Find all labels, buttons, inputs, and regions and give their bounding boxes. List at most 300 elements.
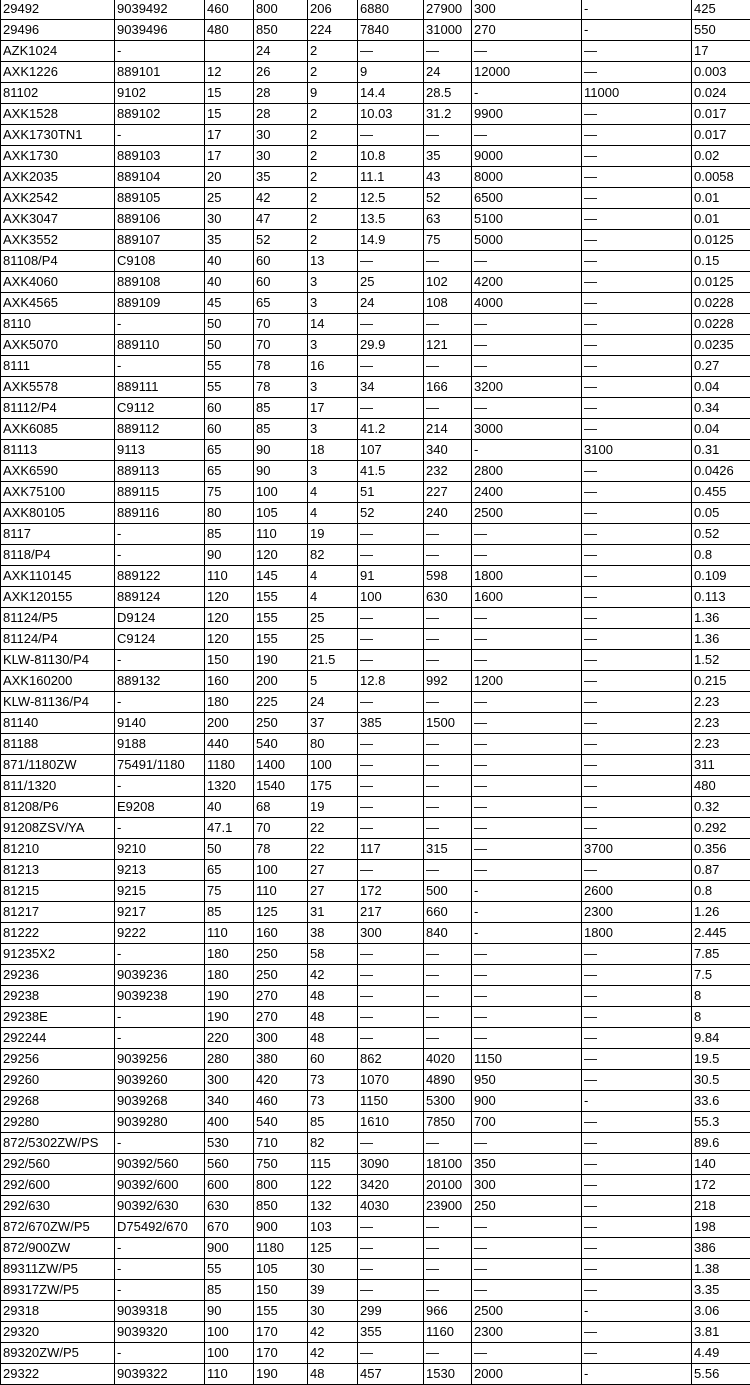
table-row [1,671,750,692]
weight-cell: 0.024 [692,83,750,104]
thickness-cell: 122 [308,1175,358,1196]
static-load-cell: 52 [424,188,472,209]
thickness-cell: 19 [308,797,358,818]
table-row [1,314,750,335]
speed-limit-alt-cell: — [582,671,692,692]
dynamic-load-cell: 9 [358,62,424,83]
code-cell: 9039318 [115,1301,205,1322]
dynamic-load-cell: 10.03 [358,104,424,125]
outer-diameter-cell: 540 [254,734,308,755]
code-cell: - [115,125,205,146]
dynamic-load-cell: 24 [358,293,424,314]
model-cell: AXK110145 [1,566,115,587]
weight-cell: 0.109 [692,566,750,587]
static-load-cell: 340 [424,440,472,461]
table-row [1,230,750,251]
outer-diameter-cell: 70 [254,818,308,839]
weight-cell: 89.6 [692,1133,750,1154]
weight-cell: 9.84 [692,1028,750,1049]
inner-diameter-cell: 110 [205,1364,254,1385]
model-cell: AXK75100 [1,482,115,503]
code-cell: 9102 [115,83,205,104]
speed-limit-cell: — [472,251,582,272]
speed-limit-cell: — [472,629,582,650]
static-load-cell: — [424,965,472,986]
inner-diameter-cell: 160 [205,671,254,692]
static-load-cell: 5300 [424,1091,472,1112]
dynamic-load-cell: — [358,1343,424,1364]
model-cell: AXK1528 [1,104,115,125]
outer-diameter-cell: 100 [254,482,308,503]
model-cell: 81208/P6 [1,797,115,818]
speed-limit-alt-cell: — [582,755,692,776]
dynamic-load-cell: 457 [358,1364,424,1385]
speed-limit-cell: — [472,608,582,629]
weight-cell: 172 [692,1175,750,1196]
speed-limit-cell: 3000 [472,419,582,440]
speed-limit-alt-cell: — [582,230,692,251]
model-cell: 81124/P4 [1,629,115,650]
weight-cell: 198 [692,1217,750,1238]
code-cell: 889102 [115,104,205,125]
dynamic-load-cell: — [358,944,424,965]
speed-limit-cell: 2000 [472,1364,582,1385]
static-load-cell: — [424,734,472,755]
inner-diameter-cell: 75 [205,482,254,503]
thickness-cell: 14 [308,314,358,335]
speed-limit-alt-cell: — [582,1112,692,1133]
inner-diameter-cell: 560 [205,1154,254,1175]
dynamic-load-cell: — [358,524,424,545]
static-load-cell: — [424,776,472,797]
thickness-cell: 31 [308,902,358,923]
code-cell: 90392/600 [115,1175,205,1196]
code-cell: - [115,944,205,965]
model-cell: 81188 [1,734,115,755]
table-row [1,1175,750,1196]
speed-limit-alt-cell: — [582,587,692,608]
dynamic-load-cell: — [358,692,424,713]
table-row [1,986,750,1007]
code-cell: - [115,545,205,566]
outer-diameter-cell: 30 [254,146,308,167]
model-cell: AXK2035 [1,167,115,188]
model-cell: 292/560 [1,1154,115,1175]
model-cell: 29492 [1,0,115,20]
outer-diameter-cell: 170 [254,1322,308,1343]
thickness-cell: 4 [308,587,358,608]
model-cell: 81210 [1,839,115,860]
dynamic-load-cell: — [358,1259,424,1280]
table-row [1,482,750,503]
weight-cell: 0.27 [692,356,750,377]
code-cell: 889115 [115,482,205,503]
speed-limit-cell: — [472,755,582,776]
code-cell: - [115,1238,205,1259]
dynamic-load-cell: 41.5 [358,461,424,482]
thickness-cell: 4 [308,503,358,524]
speed-limit-cell: — [472,41,582,62]
outer-diameter-cell: 68 [254,797,308,818]
speed-limit-cell: — [472,860,582,881]
speed-limit-cell: — [472,734,582,755]
speed-limit-cell: 700 [472,1112,582,1133]
static-load-cell: 598 [424,566,472,587]
dynamic-load-cell: 52 [358,503,424,524]
speed-limit-alt-cell: — [582,1070,692,1091]
speed-limit-alt-cell: - [582,1091,692,1112]
static-load-cell: — [424,797,472,818]
inner-diameter-cell: 65 [205,440,254,461]
weight-cell: 33.6 [692,1091,750,1112]
speed-limit-alt-cell: — [582,1049,692,1070]
table-row [1,1238,750,1259]
outer-diameter-cell: 850 [254,20,308,41]
speed-limit-cell: — [472,776,582,797]
speed-limit-cell: 4200 [472,272,582,293]
speed-limit-alt-cell: — [582,566,692,587]
speed-limit-cell: - [472,923,582,944]
table-row [1,818,750,839]
static-load-cell: 108 [424,293,472,314]
outer-diameter-cell: 65 [254,293,308,314]
speed-limit-alt-cell: — [582,356,692,377]
thickness-cell: 24 [308,692,358,713]
speed-limit-alt-cell: 3100 [582,440,692,461]
model-cell: 29238 [1,986,115,1007]
static-load-cell: — [424,545,472,566]
speed-limit-cell: 12000 [472,62,582,83]
dynamic-load-cell: — [358,125,424,146]
inner-diameter-cell: 120 [205,629,254,650]
inner-diameter-cell: 15 [205,83,254,104]
weight-cell: 1.36 [692,629,750,650]
model-cell: 872/5302ZW/PS [1,1133,115,1154]
speed-limit-alt-cell: — [582,125,692,146]
weight-cell: 2.23 [692,692,750,713]
dynamic-load-cell: 100 [358,587,424,608]
model-cell: AXK5578 [1,377,115,398]
speed-limit-alt-cell: 11000 [582,83,692,104]
outer-diameter-cell: 1400 [254,755,308,776]
model-cell: AXK80105 [1,503,115,524]
static-load-cell: 840 [424,923,472,944]
static-load-cell: 18100 [424,1154,472,1175]
speed-limit-alt-cell: — [582,1259,692,1280]
model-cell: 29280 [1,1112,115,1133]
thickness-cell: 22 [308,818,358,839]
thickness-cell: 224 [308,20,358,41]
table-row [1,1364,750,1385]
table-row [1,860,750,881]
weight-cell: 0.0125 [692,272,750,293]
table-row [1,965,750,986]
speed-limit-alt-cell: — [582,503,692,524]
model-cell: 81113 [1,440,115,461]
speed-limit-alt-cell: — [582,629,692,650]
table-row [1,902,750,923]
model-cell: 91235X2 [1,944,115,965]
table-row [1,587,750,608]
speed-limit-alt-cell: — [582,419,692,440]
static-load-cell: — [424,41,472,62]
thickness-cell: 82 [308,545,358,566]
speed-limit-alt-cell: — [582,482,692,503]
thickness-cell: 82 [308,1133,358,1154]
speed-limit-alt-cell: — [582,209,692,230]
code-cell: 9039492 [115,0,205,20]
dynamic-load-cell: 34 [358,377,424,398]
speed-limit-alt-cell: — [582,461,692,482]
weight-cell: 0.31 [692,440,750,461]
static-load-cell: — [424,1343,472,1364]
model-cell: AXK6590 [1,461,115,482]
thickness-cell: 100 [308,755,358,776]
table-row [1,419,750,440]
speed-limit-cell: - [472,881,582,902]
speed-limit-alt-cell: 2300 [582,902,692,923]
speed-limit-cell: 950 [472,1070,582,1091]
speed-limit-cell: 5000 [472,230,582,251]
outer-diameter-cell: 105 [254,1259,308,1280]
static-load-cell: — [424,125,472,146]
static-load-cell: 23900 [424,1196,472,1217]
speed-limit-cell: — [472,1007,582,1028]
speed-limit-alt-cell: — [582,944,692,965]
outer-diameter-cell: 24 [254,41,308,62]
model-cell: 81213 [1,860,115,881]
table-row [1,188,750,209]
thickness-cell: 42 [308,1343,358,1364]
static-load-cell: — [424,398,472,419]
outer-diameter-cell: 155 [254,1301,308,1322]
speed-limit-alt-cell: — [582,272,692,293]
inner-diameter-cell: 100 [205,1343,254,1364]
dynamic-load-cell: — [358,1280,424,1301]
speed-limit-cell: — [472,839,582,860]
weight-cell: 55.3 [692,1112,750,1133]
inner-diameter-cell: 340 [205,1091,254,1112]
dynamic-load-cell: 355 [358,1322,424,1343]
weight-cell: 218 [692,1196,750,1217]
weight-cell: 0.32 [692,797,750,818]
thickness-cell: 60 [308,1049,358,1070]
static-load-cell: — [424,251,472,272]
weight-cell: 3.35 [692,1280,750,1301]
thickness-cell: 73 [308,1091,358,1112]
table-row [1,1301,750,1322]
static-load-cell: 1530 [424,1364,472,1385]
inner-diameter-cell: 30 [205,209,254,230]
dynamic-load-cell: — [358,314,424,335]
speed-limit-alt-cell: — [582,293,692,314]
code-cell: 9039256 [115,1049,205,1070]
model-cell: 29236 [1,965,115,986]
thickness-cell: 2 [308,62,358,83]
dynamic-load-cell: — [358,398,424,419]
outer-diameter-cell: 150 [254,1280,308,1301]
code-cell: - [115,1280,205,1301]
code-cell: 889104 [115,167,205,188]
table-row [1,629,750,650]
weight-cell: 0.04 [692,419,750,440]
weight-cell: 0.01 [692,188,750,209]
outer-diameter-cell: 540 [254,1112,308,1133]
outer-diameter-cell: 52 [254,230,308,251]
outer-diameter-cell: 270 [254,1007,308,1028]
speed-limit-cell: 250 [472,1196,582,1217]
weight-cell: 0.0228 [692,314,750,335]
speed-limit-alt-cell: — [582,860,692,881]
outer-diameter-cell: 90 [254,461,308,482]
model-cell: 29322 [1,1364,115,1385]
outer-diameter-cell: 750 [254,1154,308,1175]
model-cell: AXK4060 [1,272,115,293]
thickness-cell: 3 [308,377,358,398]
outer-diameter-cell: 28 [254,83,308,104]
speed-limit-cell: — [472,125,582,146]
table-row [1,923,750,944]
speed-limit-cell: — [472,545,582,566]
static-load-cell: 214 [424,419,472,440]
thickness-cell: 132 [308,1196,358,1217]
outer-diameter-cell: 105 [254,503,308,524]
speed-limit-alt-cell: — [582,167,692,188]
inner-diameter-cell: 35 [205,230,254,251]
outer-diameter-cell: 78 [254,839,308,860]
weight-cell: 1.52 [692,650,750,671]
static-load-cell: 4890 [424,1070,472,1091]
static-load-cell: — [424,692,472,713]
speed-limit-alt-cell: — [582,1217,692,1238]
outer-diameter-cell: 250 [254,944,308,965]
model-cell: AXK1730TN1 [1,125,115,146]
outer-diameter-cell: 155 [254,629,308,650]
speed-limit-cell: — [472,818,582,839]
speed-limit-alt-cell: — [582,1196,692,1217]
model-cell: 29256 [1,1049,115,1070]
outer-diameter-cell: 155 [254,587,308,608]
dynamic-load-cell: 12.5 [358,188,424,209]
static-load-cell: — [424,1280,472,1301]
thickness-cell: 2 [308,188,358,209]
code-cell: 9039236 [115,965,205,986]
model-cell: 29318 [1,1301,115,1322]
model-cell: 292244 [1,1028,115,1049]
thickness-cell: 18 [308,440,358,461]
inner-diameter-cell: 1180 [205,755,254,776]
model-cell: 81112/P4 [1,398,115,419]
speed-limit-cell: — [472,1028,582,1049]
model-cell: 29260 [1,1070,115,1091]
weight-cell: 480 [692,776,750,797]
weight-cell: 0.215 [692,671,750,692]
table-row [1,0,750,20]
thickness-cell: 3 [308,419,358,440]
inner-diameter-cell: 280 [205,1049,254,1070]
weight-cell: 2.23 [692,713,750,734]
weight-cell: 0.52 [692,524,750,545]
speed-limit-cell: 2500 [472,503,582,524]
code-cell: - [115,41,205,62]
model-cell: 81215 [1,881,115,902]
model-cell: 89311ZW/P5 [1,1259,115,1280]
model-cell: 872/670ZW/P5 [1,1217,115,1238]
table-row [1,734,750,755]
outer-diameter-cell: 800 [254,1175,308,1196]
code-cell: 889113 [115,461,205,482]
speed-limit-alt-cell: — [582,734,692,755]
weight-cell: 5.56 [692,1364,750,1385]
speed-limit-alt-cell: — [582,1154,692,1175]
speed-limit-alt-cell: — [582,524,692,545]
inner-diameter-cell: 20 [205,167,254,188]
table-row [1,503,750,524]
outer-diameter-cell: 26 [254,62,308,83]
inner-diameter-cell: 45 [205,293,254,314]
model-cell: 81124/P5 [1,608,115,629]
speed-limit-alt-cell: - [582,1364,692,1385]
thickness-cell: 17 [308,398,358,419]
table-row [1,608,750,629]
code-cell: - [115,1007,205,1028]
speed-limit-alt-cell: - [582,1301,692,1322]
outer-diameter-cell: 190 [254,650,308,671]
inner-diameter-cell: 60 [205,398,254,419]
outer-diameter-cell: 125 [254,902,308,923]
speed-limit-alt-cell: — [582,713,692,734]
outer-diameter-cell: 35 [254,167,308,188]
outer-diameter-cell: 420 [254,1070,308,1091]
weight-cell: 2.445 [692,923,750,944]
inner-diameter-cell: 150 [205,650,254,671]
thickness-cell: 4 [308,482,358,503]
model-cell: 29320 [1,1322,115,1343]
code-cell: 889110 [115,335,205,356]
static-load-cell: — [424,650,472,671]
outer-diameter-cell: 170 [254,1343,308,1364]
table-row [1,755,750,776]
dynamic-load-cell: 1610 [358,1112,424,1133]
code-cell: C9124 [115,629,205,650]
speed-limit-alt-cell: — [582,398,692,419]
dynamic-load-cell: 107 [358,440,424,461]
static-load-cell: 500 [424,881,472,902]
speed-limit-alt-cell: — [582,188,692,209]
speed-limit-cell: — [472,797,582,818]
thickness-cell: 103 [308,1217,358,1238]
outer-diameter-cell: 300 [254,1028,308,1049]
model-cell: AXK120155 [1,587,115,608]
outer-diameter-cell: 200 [254,671,308,692]
static-load-cell: 31000 [424,20,472,41]
thickness-cell: 2 [308,104,358,125]
dynamic-load-cell: — [358,1028,424,1049]
inner-diameter-cell: 40 [205,272,254,293]
table-row [1,335,750,356]
speed-limit-alt-cell: — [582,104,692,125]
dynamic-load-cell: — [358,755,424,776]
speed-limit-cell: — [472,713,582,734]
speed-limit-cell: — [472,692,582,713]
inner-diameter-cell: 530 [205,1133,254,1154]
model-cell: AZK1024 [1,41,115,62]
speed-limit-cell: 2400 [472,482,582,503]
weight-cell: 30.5 [692,1070,750,1091]
thickness-cell: 9 [308,83,358,104]
model-cell: 29238E [1,1007,115,1028]
model-cell: 8118/P4 [1,545,115,566]
